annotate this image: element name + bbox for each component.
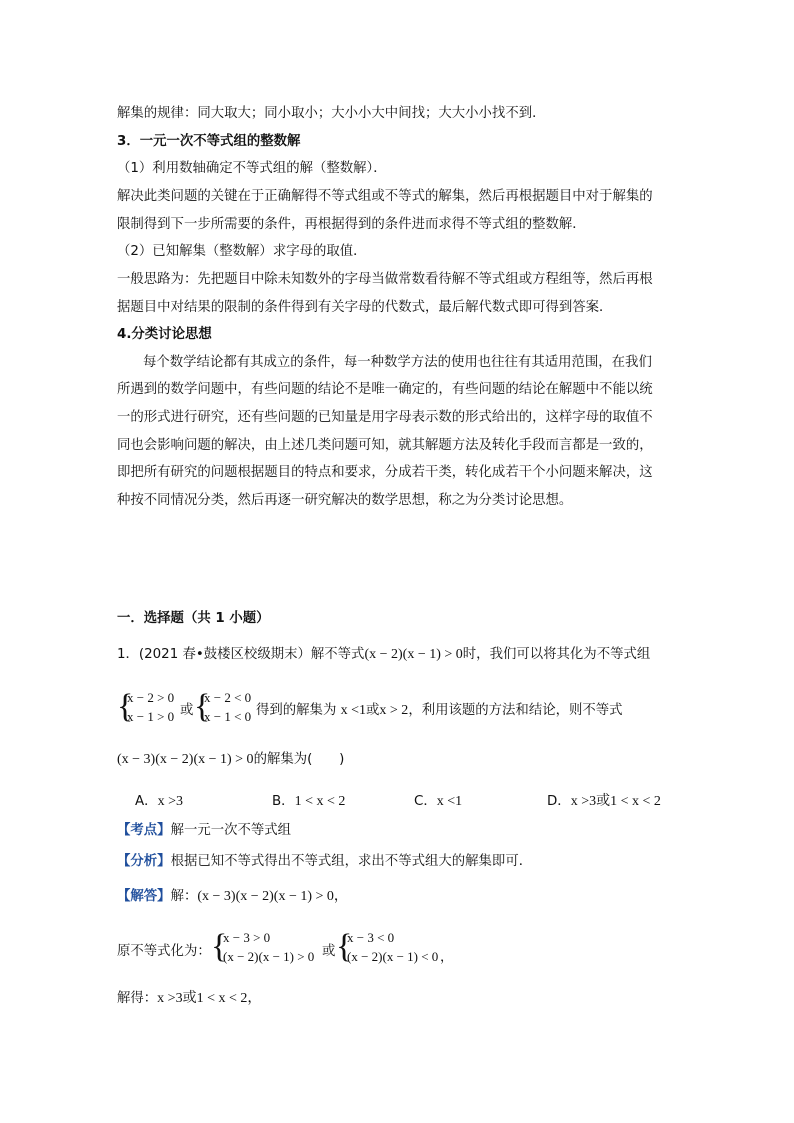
solution-1: x <1: [340, 703, 367, 718]
section4-line6: 种按不同情况分类，然后再逐一研究解决的数学思想，称之为分类讨论思想。: [117, 493, 573, 508]
result-value: x >3或1 < x < 2，: [157, 991, 262, 1006]
or-1: 或: [180, 703, 194, 718]
or-2: 或: [366, 703, 380, 718]
section4-line5: 即把所有研究的问题根据题目的特点和要求，分成若干类，转化成若干个小问题来解决，这: [117, 465, 653, 480]
system-1-row-a: x − 2 > 0: [127, 690, 175, 705]
section3-para2-line1: 一般思路为：先把题目中除未知数外的字母当做常数看待解不等式组或方程组等，然后再根: [117, 272, 653, 287]
section3-sub1: （1）利用数轴确定不等式组的解（整数解）．: [117, 161, 387, 176]
section4-line3: 一的形式进行研究，还有些问题的已知量是用字母表示数的形式给出的，这样字母的取值不: [117, 410, 653, 425]
transform-label: 原不等式化为：: [117, 944, 211, 959]
jieda-expr: (x − 3)(x − 2)(x − 1) > 0，: [197, 889, 348, 904]
section3-para2-line2: 据题目中对结果的限制的条件得到有关字母的代数式，最后解代数式即可得到答案．: [117, 300, 613, 315]
question-expr2: (x − 3)(x − 2)(x − 1) > 0: [117, 752, 254, 767]
kaodian-tag: 【考点】: [117, 823, 171, 838]
option-c-label: C．: [414, 794, 437, 809]
question-mid: 时，我们可以将其化为不等式组: [462, 647, 651, 662]
system-3-row-a: x − 3 > 0: [223, 930, 271, 945]
system-3-row-b: (x − 2)(x − 1) > 0: [223, 949, 315, 964]
system-2-row-a: x − 2 < 0: [204, 690, 252, 705]
section4-line4: 同也会影响问题的解决，由上述几类问题可知，就其解题方法及转化手段而言都是一致的，: [117, 438, 653, 453]
section3-para1-line1: 解决此类问题的关键在于正确解得不等式组或不等式的解集，然后再根据题目中对于解集的: [117, 189, 653, 204]
option-d-value: x >3或1 < x < 2: [570, 794, 661, 809]
option-d[interactable]: [547, 790, 661, 810]
exercise-heading: 一．选择题（共 1 小题）: [117, 611, 270, 626]
jieda-prefix: 解：: [170, 889, 198, 904]
fenxi-text: 根据已知不等式得出不等式组，求出不等式组大的解集即可．: [170, 854, 533, 869]
question-line1: [117, 646, 650, 664]
brace-3: {: [211, 928, 228, 965]
section3-para1-line2: 限制得到下一步所需要的条件，再根据得到的条件进而求得不等式组的整数解．: [117, 217, 586, 232]
system-4-row-b: (x − 2)(x − 1) < 0: [347, 949, 439, 964]
option-c[interactable]: [414, 790, 462, 810]
question-line3-tail: 的解集为( ): [253, 752, 345, 767]
system-2-row-b: x − 1 < 0: [204, 709, 252, 724]
comma: ，: [440, 950, 454, 965]
result-line: [117, 990, 261, 1008]
rules-line: 解集的规律：同大取大；同小取小；大小小大中间找；大大小小找不到．: [117, 106, 546, 121]
fenxi-tag: 【分析】: [117, 854, 171, 869]
section3-heading: 3．一元一次不等式组的整数解: [117, 134, 301, 149]
kaodian-text: 解一元一次不等式组: [170, 823, 292, 838]
option-a-value: x >3: [157, 794, 183, 809]
option-d-label: D．: [547, 794, 571, 809]
question-prefix: 1．(2021 春•鼓楼区校级期末）解不等式: [117, 647, 365, 662]
option-c-value: x <1: [436, 794, 463, 809]
or-3: 或: [322, 944, 336, 959]
option-b-label: B．: [272, 794, 295, 809]
question-line2-tail: ，利用该题的方法和结论，则不等式: [408, 703, 623, 718]
jieda-tag: 【解答】: [117, 889, 171, 904]
question-line3: [117, 751, 344, 769]
option-a-label: A．: [135, 794, 158, 809]
brace-1: {: [117, 688, 134, 725]
jieda-line: [117, 888, 348, 906]
option-b[interactable]: [272, 790, 345, 810]
option-b-value: 1 < x < 2: [294, 794, 346, 809]
section4-line2: 所遇到的数学问题中，有些问题的结论不是唯一确定的，有些问题的结论在解题中不能以统: [117, 382, 653, 397]
fenxi-line: [117, 853, 532, 871]
system-1: [127, 688, 174, 726]
question-line2: [256, 699, 623, 719]
section3-sub2: （2）已知解集（整数解）求字母的取值．: [117, 244, 367, 259]
system-1-row-b: x − 1 > 0: [127, 709, 175, 724]
question-line2-text: 得到的解集为: [256, 703, 337, 718]
result-label: 解得：: [117, 991, 158, 1006]
kaodian-line: [117, 822, 291, 840]
system-2: [204, 688, 251, 726]
question-expr1: (x − 2)(x − 1) > 0: [364, 647, 463, 662]
brace-2: {: [194, 688, 211, 725]
system-3: [223, 928, 314, 966]
solution-2: x > 2: [379, 703, 409, 718]
brace-4: {: [336, 928, 353, 965]
section4-line1: 每个数学结论都有其成立的条件，每一种数学方法的使用也往往有其适用范围，在我们: [143, 355, 652, 370]
option-a[interactable]: [135, 790, 183, 810]
section4-heading: 4.分类讨论思想: [117, 327, 212, 342]
system-4: [347, 928, 438, 966]
system-4-row-a: x − 3 < 0: [347, 930, 395, 945]
